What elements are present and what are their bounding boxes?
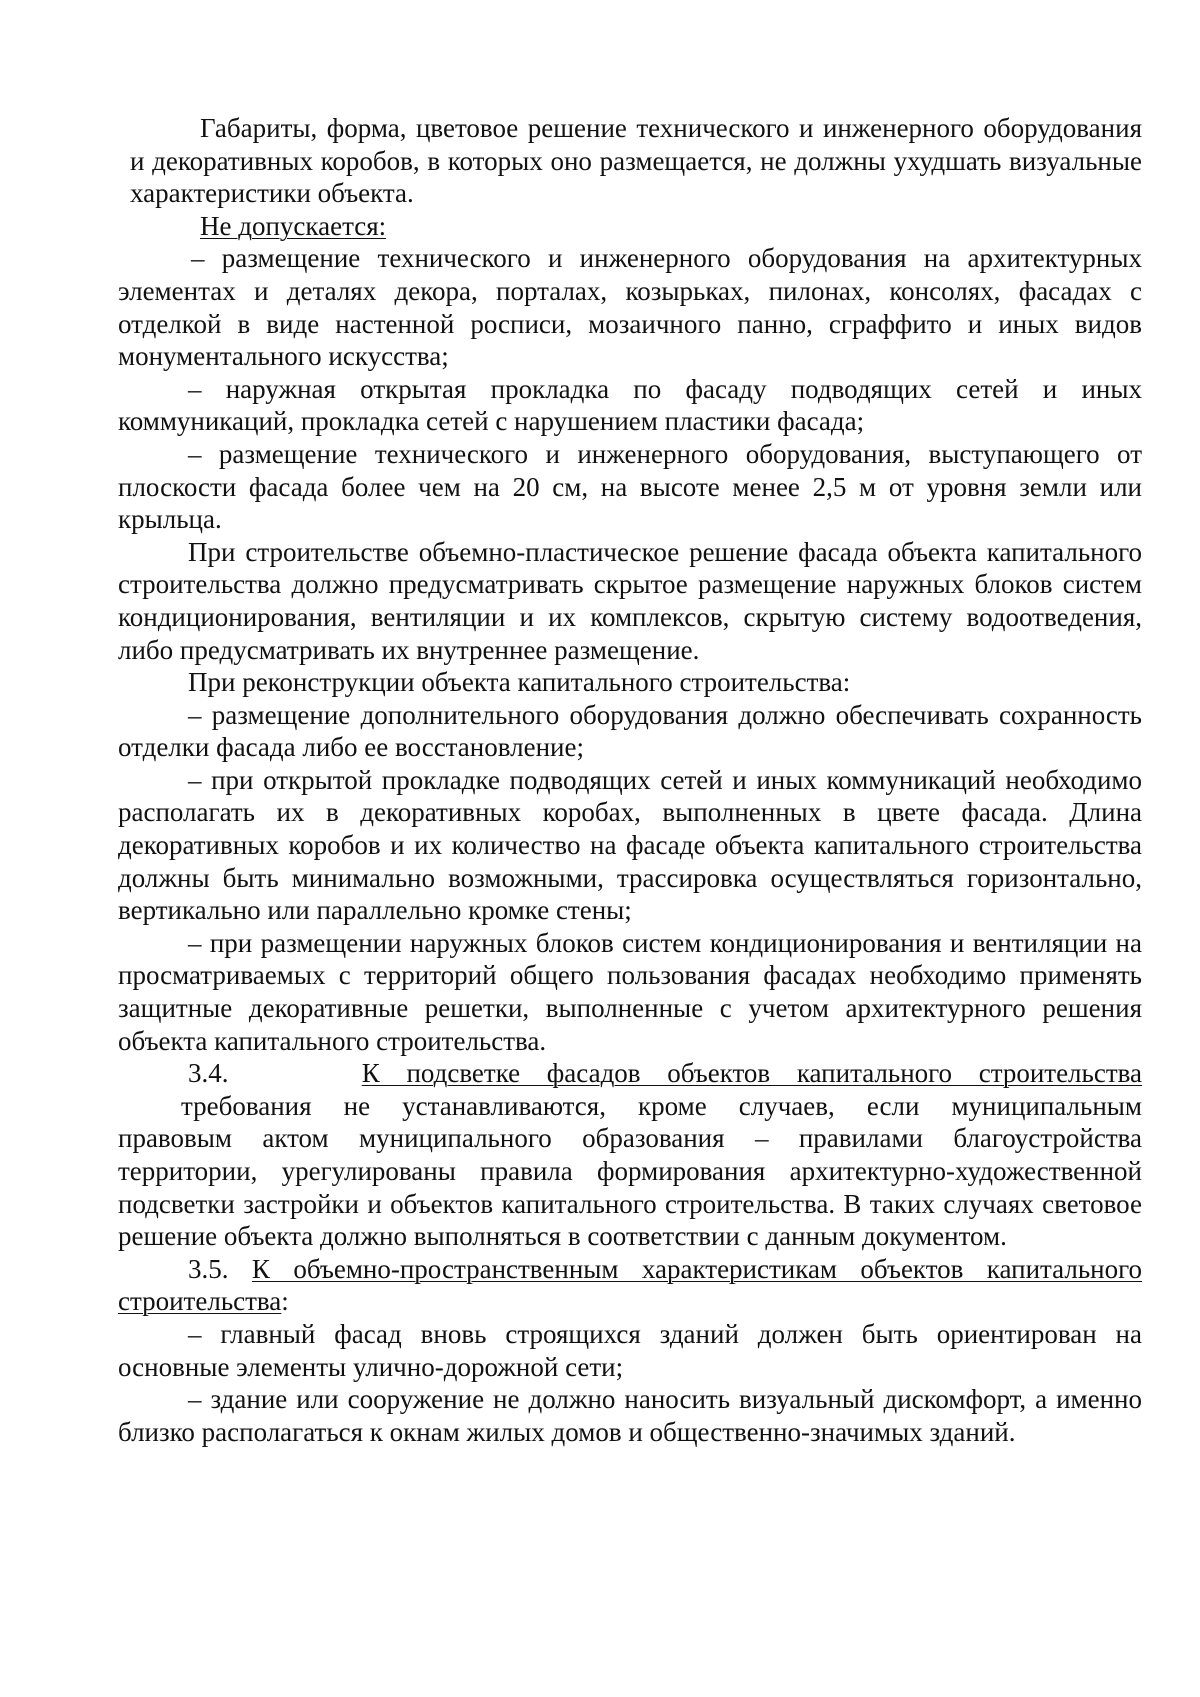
section-3-5-colon: : — [281, 1286, 289, 1317]
section-3-5-heading — [118, 1253, 1142, 1318]
section-3-4-number: 3.4. — [188, 1058, 229, 1089]
paragraph-not-allowed-heading — [130, 210, 1142, 243]
section-3-5-number: 3.5. — [188, 1253, 229, 1284]
section-3-4-line-2: требования не устанавливаются, кроме случаев, если муниципальным — [181, 1090, 1142, 1121]
list-item-protruding-equipment: – размещение технического и инженерного оборудования, выступающего от плоскости фасада более чем на 20 см, на высоте менее 2,5 м от уровня земли или крыльца. — [118, 438, 1142, 535]
section-3-4-heading — [118, 1057, 1142, 1090]
paragraph-equipment-dimensions: Габариты, форма, цветовое решение технического и инженерного оборудования и декоративных коробов, в которых оно размещается, не должны ухудшать визуальные характеристики объекта. — [130, 113, 1142, 209]
paragraph-construction: При строительстве объемно-пластическое решение фасада объекта капитального строительства должно предусматривать скрытое размещение наружных блоков систем кондиционирования, вентиляции и их комплексов, скрытую систему водоотведения, либо предусматривать их внутреннее размещение. — [118, 536, 1142, 665]
list-item-additional-equipment: – размещение дополнительного оборудования должно обеспечивать сохранность отделки фасада либо ее восстановление; — [118, 699, 1142, 763]
paragraph-reconstruction: При реконструкции объекта капитального строительства: — [188, 667, 851, 698]
list-item-visual-discomfort: – здание или сооружение не должно наносить визуальный дискомфорт, а именно близко располагаться к окнам жилых домов и общественно-значимых зданий. — [118, 1384, 1142, 1447]
section-3-4-body: правовым актом муниципального образования – правилами благоустройства территории, урегулированы правила формирования архитектурно-художественной подсветки застройки и объектов капитального строительства. В таких случаях световое решение объекта должно выполняться в соответствии с данным документом. — [118, 1123, 1142, 1252]
list-item-main-facade: – главный фасад вновь строящихся зданий должен быть ориентирован на основные элементы улично-дорожной сети; — [118, 1318, 1142, 1382]
list-item-decorative-boxes: – при открытой прокладке подводящих сетей и иных коммуникаций необходимо располагать их в декоративных коробах, выполненных в цвете фасада. Длина декоративных коробов и их количество на фасаде объекта капитального строительства должны быть минимально возможными, трассировка осуществляться горизонтально, вертикально или параллельно кромке стены; — [118, 764, 1142, 926]
section-3-5-title: К объемно-пространственным характеристикам объектов капитального строительства — [118, 1253, 1143, 1317]
list-item-protective-grilles: – при размещении наружных блоков систем кондиционирования и вентиляции на просматриваемых с территорий общего пользования фасадах необходимо применять защитные декоративные решетки, выполненные с учетом архитектурного решения объекта капитального строительства. — [118, 927, 1142, 1056]
list-item-open-pipes: – наружная открытая прокладка по фасаду подводящих сетей и иных коммуникаций, прокладка сетей с нарушением пластики фасада; — [118, 373, 1142, 437]
list-item-equipment-on-decor: – размещение технического и инженерного оборудования на архитектурных элементах и деталях декора, порталах, козырьках, пилонах, консолях, фасадах с отделкой в виде настенной росписи, мозаичного панно, сграффито и иных видов монументального искусства; — [118, 243, 1142, 372]
not-allowed-label: Не допускается: — [200, 210, 387, 241]
section-3-4-title: К подсветке фасадов объектов капитального строительства — [361, 1058, 1143, 1089]
